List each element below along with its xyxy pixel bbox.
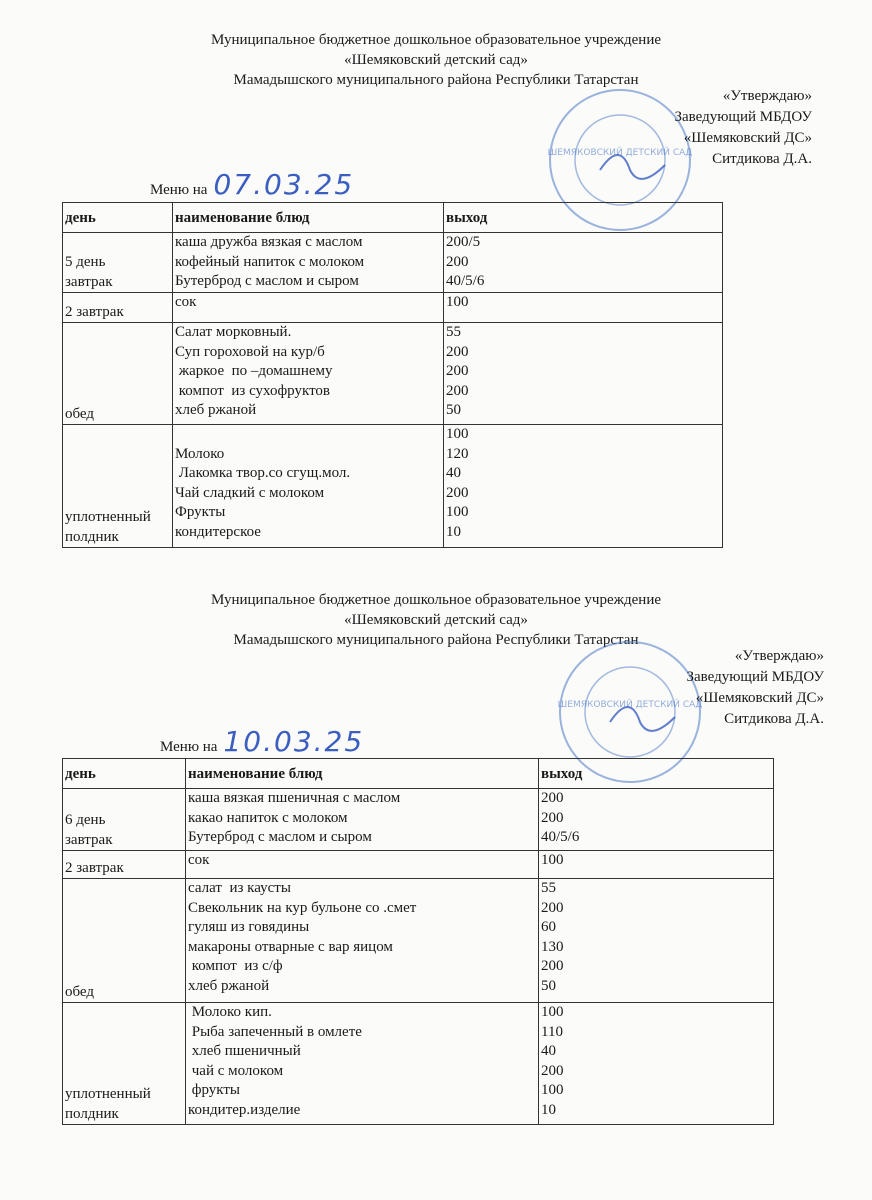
- dish-name: кондитер.изделие: [188, 1101, 301, 1118]
- portion-output: 200: [541, 809, 564, 826]
- portion-output: 100: [446, 294, 469, 310]
- meal-cell: обед: [63, 323, 173, 425]
- portion-output: 40: [541, 1043, 556, 1059]
- table-row: [63, 879, 774, 1003]
- portion-output: 200: [541, 958, 564, 974]
- approval-line: «Утверждаю»: [734, 648, 824, 664]
- dish-name: кондитерское: [175, 523, 261, 540]
- dish-name: каша дружба вязкая с маслом: [175, 234, 363, 250]
- portion-output: 55: [541, 880, 556, 896]
- dish-name: [175, 425, 441, 445]
- dishes-cell: [173, 293, 444, 323]
- portion-output: 200: [446, 363, 469, 379]
- dishes-cell: [173, 323, 444, 425]
- meal-cell: 5 день завтрак: [63, 233, 173, 293]
- dish-name: салат из каусты: [188, 880, 291, 896]
- dish-name: Бутерброд с маслом и сыром: [188, 829, 372, 845]
- column-header: выход: [444, 203, 723, 233]
- meal-cell: 6 день завтрак: [63, 789, 186, 851]
- approval-line: Заведующий МБДОУ: [686, 669, 824, 685]
- portion-output: 200: [446, 253, 469, 270]
- dish-name: Чай сладкий с молоком: [175, 484, 325, 501]
- meal-cell: уплотненный полдник: [63, 425, 173, 548]
- table-row: [63, 1003, 774, 1125]
- dish-name: жаркое по –домашнему: [175, 363, 333, 379]
- dishes-cell: [173, 425, 444, 548]
- column-header: день: [63, 759, 186, 789]
- dish-name: кофейный напиток с молоком: [175, 253, 365, 270]
- portion-output: 200: [446, 343, 469, 360]
- meal-cell: уплотненный полдник: [63, 1003, 186, 1125]
- portion-output: 50: [541, 977, 556, 994]
- org-header-line: «Шемяковский детский сад»: [344, 612, 528, 628]
- column-header: наименование блюд: [173, 203, 444, 233]
- dish-name: хлеб пшеничный: [188, 1043, 301, 1059]
- dish-name: хлеб ржаной: [175, 402, 257, 418]
- dish-name: Салат морковный.: [175, 324, 292, 340]
- approval-line: Заведующий МБДОУ: [674, 109, 812, 125]
- outputs-cell: [444, 425, 723, 548]
- dish-name: фрукты: [188, 1082, 240, 1098]
- portion-output: 100: [541, 1004, 564, 1020]
- dish-name: Фрукты: [175, 504, 226, 520]
- outputs-cell: [444, 293, 723, 323]
- approval-line: «Шемяковский ДС»: [683, 130, 812, 146]
- dishes-cell: [173, 233, 444, 293]
- portion-output: 40/5/6: [446, 273, 485, 289]
- portion-output: 200: [541, 790, 564, 806]
- dish-name: Лакомка твор.со сгущ.мол.: [175, 465, 351, 481]
- dish-name: Суп гороховой на кур/б: [175, 343, 325, 360]
- menu-label: Меню на: [160, 739, 218, 755]
- dish-name: чай с молоком: [188, 1062, 284, 1079]
- portion-output: 60: [541, 919, 556, 935]
- portion-output: 120: [446, 445, 469, 462]
- approval-line: «Утверждаю»: [722, 88, 812, 104]
- handwritten-date: 10.03.25: [223, 725, 365, 758]
- menu-table: [62, 202, 723, 548]
- table-row: [63, 233, 723, 293]
- table-row: [63, 323, 723, 425]
- portion-output: 200: [446, 382, 469, 399]
- approval-line: Ситдикова Д.А.: [724, 711, 824, 727]
- portion-output: 200: [446, 484, 469, 501]
- dish-name: какао напиток с молоком: [188, 809, 348, 826]
- dishes-cell: [186, 789, 539, 851]
- org-header-line: Муниципальное бюджетное дошкольное образовательное учреждение: [211, 592, 661, 608]
- menu-date-line: [150, 168, 354, 201]
- portion-output: 110: [541, 1023, 563, 1040]
- portion-output: 100: [446, 504, 469, 520]
- dish-name: компот из сухофруктов: [175, 382, 331, 399]
- portion-output: 40: [446, 465, 461, 481]
- portion-output: 130: [541, 938, 564, 955]
- table-header-row: [63, 203, 723, 233]
- dish-name: Молоко: [175, 445, 225, 462]
- meal-cell: обед: [63, 879, 186, 1003]
- svg-text:ШЕМЯКОВСКИЙ ДЕТСКИЙ САД: ШЕМЯКОВСКИЙ ДЕТСКИЙ САД: [547, 148, 693, 158]
- org-header-line: «Шемяковский детский сад»: [344, 52, 528, 68]
- handwritten-date: 07.03.25: [213, 168, 355, 201]
- menu-label: Меню на: [150, 182, 208, 198]
- approval-line: Ситдикова Д.А.: [712, 151, 812, 167]
- dish-name: Свекольник на кур бульоне со .смет: [188, 899, 417, 916]
- dish-name: сок: [188, 852, 210, 868]
- approval-block: [686, 646, 824, 730]
- dish-name: компот из с/ф: [188, 958, 283, 974]
- dishes-cell: [186, 1003, 539, 1125]
- dish-name: сок: [175, 294, 197, 310]
- meal-cell: 2 завтрак: [63, 851, 186, 879]
- org-header-line: Муниципальное бюджетное дошкольное образовательное учреждение: [211, 32, 661, 48]
- meal-cell: 2 завтрак: [63, 293, 173, 323]
- outputs-cell: [539, 789, 774, 851]
- dish-name: Молоко кип.: [188, 1004, 272, 1020]
- dishes-cell: [186, 851, 539, 879]
- outputs-cell: [539, 879, 774, 1003]
- dish-name: макароны отварные с вар яицом: [188, 938, 393, 955]
- dish-name: Рыба запеченный в омлете: [188, 1023, 362, 1040]
- table-row: [63, 425, 723, 548]
- dish-name: каша вязкая пшеничная с маслом: [188, 790, 401, 806]
- portion-output: 100: [541, 852, 564, 868]
- portion-output: 55: [446, 324, 461, 340]
- column-header: выход: [539, 759, 774, 789]
- portion-output: 40/5/6: [541, 829, 580, 845]
- column-header: наименование блюд: [186, 759, 539, 789]
- portion-output: 200: [541, 1062, 564, 1079]
- svg-text:ШЕМЯКОВСКИЙ ДЕТСКИЙ САД: ШЕМЯКОВСКИЙ ДЕТСКИЙ САД: [557, 700, 703, 710]
- menu-table: [62, 758, 774, 1125]
- outputs-cell: [444, 233, 723, 293]
- table-row: [63, 789, 774, 851]
- column-header: день: [63, 203, 173, 233]
- org-header-line: Мамадышского муниципального района Республики Татарстан: [233, 632, 639, 648]
- org-header-line: Мамадышского муниципального района Республики Татарстан: [233, 72, 639, 88]
- portion-output: 100: [541, 1082, 564, 1098]
- portion-output: 10: [541, 1101, 556, 1118]
- portion-output: 100: [446, 426, 469, 442]
- dish-name: гуляш из говядины: [188, 919, 310, 935]
- portion-output: 200/5: [446, 234, 481, 250]
- outputs-cell: [444, 323, 723, 425]
- dish-name: хлеб ржаной: [188, 977, 270, 994]
- portion-output: 200: [541, 899, 564, 916]
- table-row: [63, 293, 723, 323]
- approval-block: [674, 86, 812, 170]
- table-row: [63, 851, 774, 879]
- approval-line: «Шемяковский ДС»: [695, 690, 824, 706]
- outputs-cell: [539, 1003, 774, 1125]
- table-header-row: [63, 759, 774, 789]
- dish-name: Бутерброд с маслом и сыром: [175, 273, 359, 289]
- menu-date-line: [160, 725, 364, 758]
- dishes-cell: [186, 879, 539, 1003]
- portion-output: 50: [446, 402, 461, 418]
- portion-output: 10: [446, 523, 461, 540]
- outputs-cell: [539, 851, 774, 879]
